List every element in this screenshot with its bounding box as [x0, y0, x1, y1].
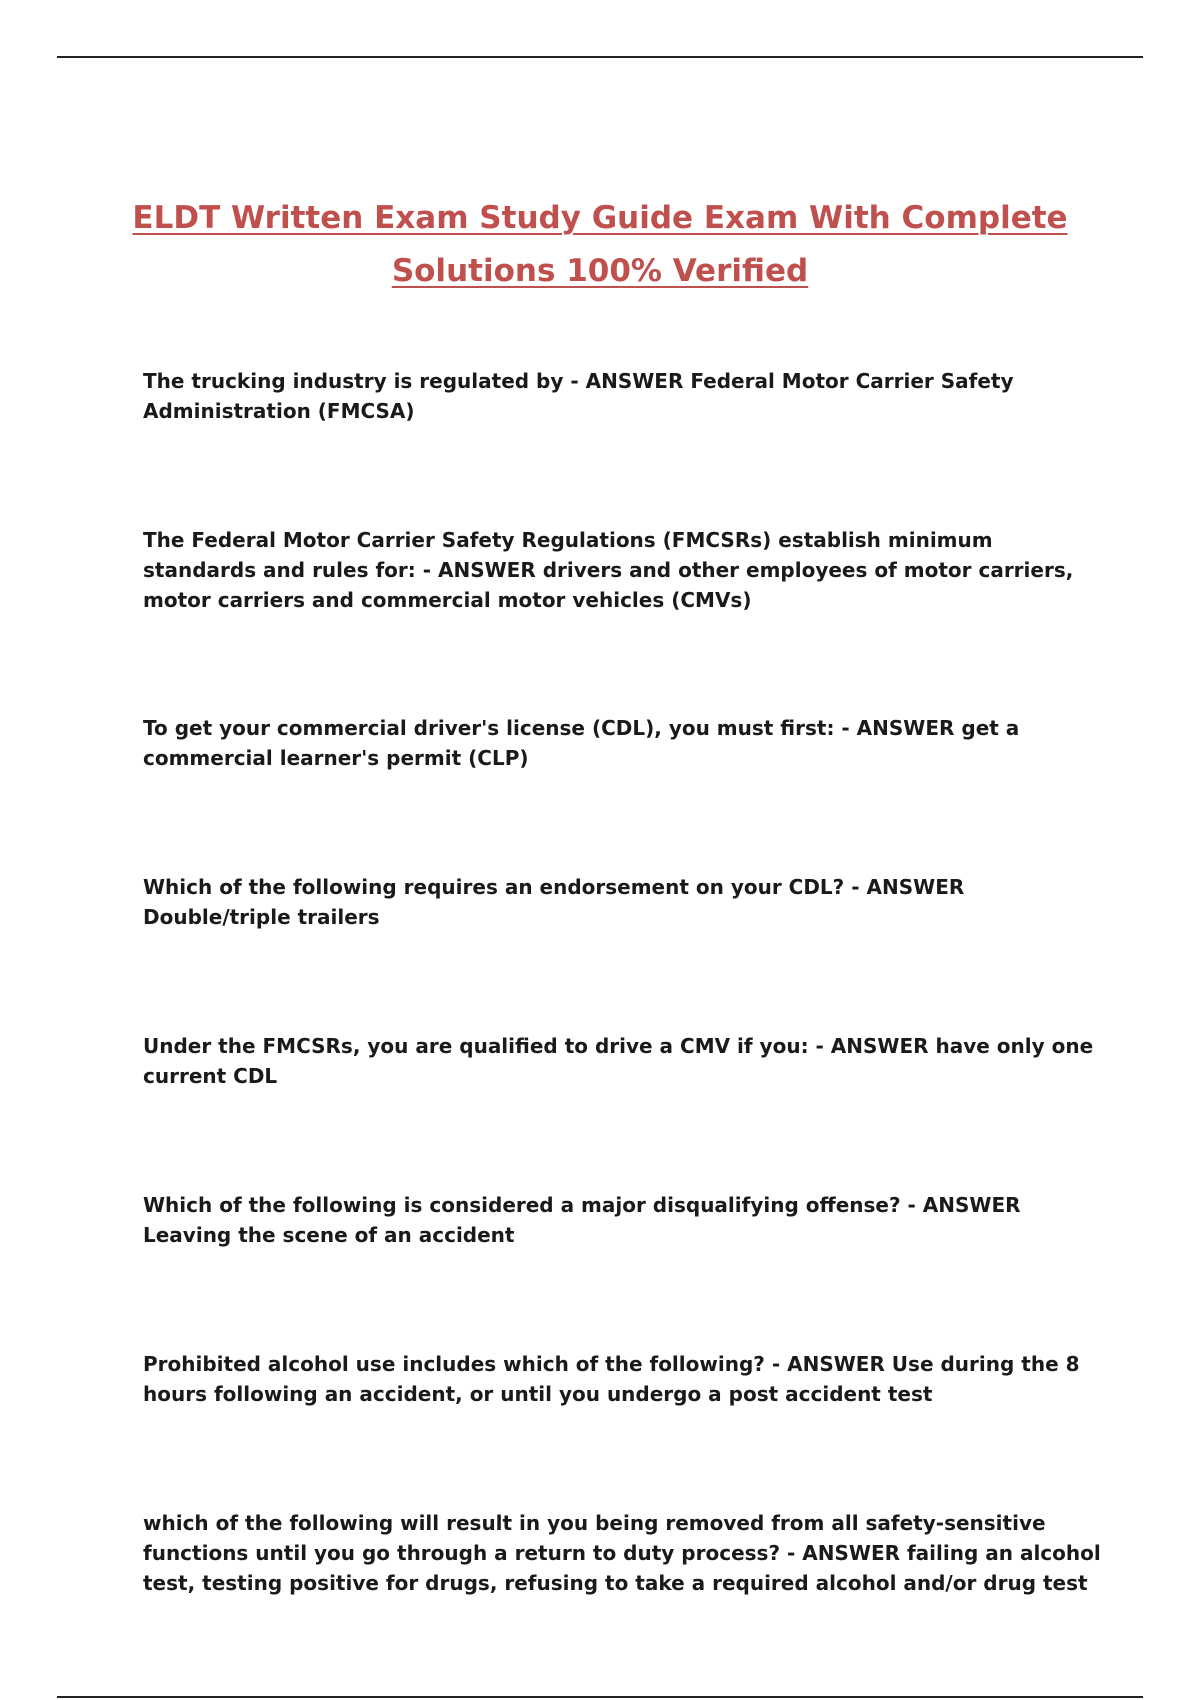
qa-item-8: which of the following will result in you being removed from all safety-sensitive functions until you go through a return to duty process? - ANSWER failing an alcohol test, testing positive for drugs, refusing to take a required alcohol and/or drug test [143, 1511, 1101, 1595]
top-divider [57, 56, 1143, 58]
bottom-divider [57, 1696, 1143, 1698]
document-title: ELDT Written Exam Study Guide Exam With Complete Solutions 100% Verified [132, 200, 1068, 289]
qa-item-6: Which of the following is considered a major disqualifying offense? - ANSWER Leaving the scene of an accident [143, 1193, 1021, 1247]
question-answer-list [143, 366, 1103, 1696]
qa-item-3: To get your commercial driver's license (CDL), you must first: - ANSWER get a commercial learner's permit (CLP) [143, 716, 1020, 770]
qa-item-2: The Federal Motor Carrier Safety Regulations (FMCSRs) establish minimum standards and rules for: - ANSWER drivers and other employees of motor carriers, motor carriers and commercial motor vehicles (CMVs) [143, 528, 1074, 612]
qa-item-4: Which of the following requires an endorsement on your CDL? - ANSWER Double/triple trailers [143, 875, 965, 929]
qa-item-1: The trucking industry is regulated by - ANSWER Federal Motor Carrier Safety Administration (FMCSA) [143, 369, 1014, 423]
qa-item-5: Under the FMCSRs, you are qualified to drive a CMV if you: - ANSWER have only one current CDL [143, 1034, 1094, 1088]
qa-item-7: Prohibited alcohol use includes which of the following? - ANSWER Use during the 8 hours following an accident, or until you undergo a post accident test [143, 1352, 1080, 1406]
